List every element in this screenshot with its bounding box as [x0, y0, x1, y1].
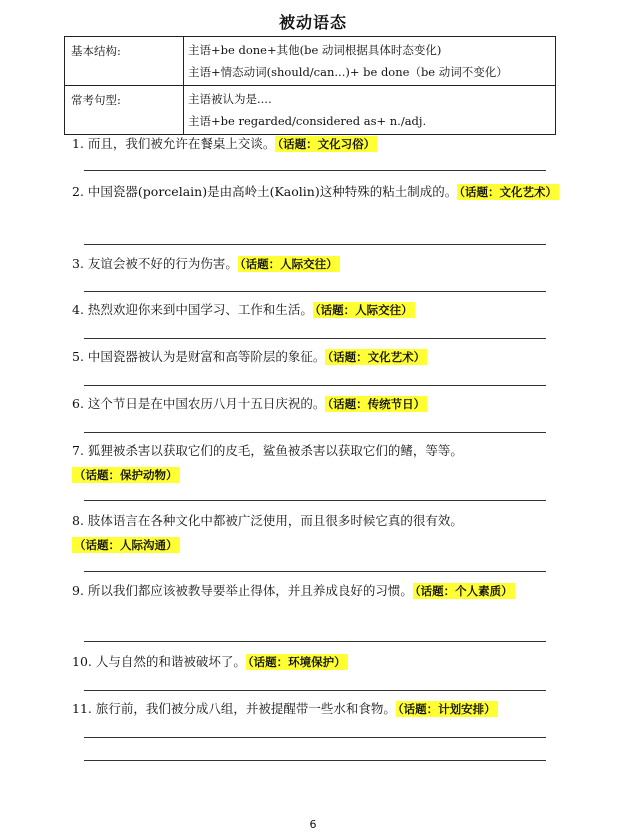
item-number: 11.: [72, 701, 92, 716]
item-number: 7.: [72, 443, 84, 458]
exercise-item-5: [72, 345, 562, 369]
item-text: 而且，我们被允许在餐桌上交谈。: [87, 136, 276, 151]
item-number: 3.: [72, 256, 84, 271]
exercise-item-4: [72, 298, 562, 322]
item-text: 旅行前，我们被分成八组，并被提醒带一些水和食物。: [95, 701, 396, 716]
pattern-label: 常考句型:: [65, 86, 184, 135]
grammar-table: [64, 36, 556, 135]
pattern-line-2: 主语+be regarded/considered as+ n./adj.: [188, 114, 427, 128]
item-text: 人与自然的和谐被破坏了。: [95, 654, 246, 669]
topic-highlight: （话题：文化艺术）: [459, 185, 557, 199]
topic-highlight: （话题：保护动物）: [74, 468, 178, 482]
answer-line[interactable]: [84, 291, 546, 292]
exercise-item-8: [72, 509, 562, 557]
topic-highlight: （话题：传统节日）: [327, 397, 426, 411]
exercise-item-7: [72, 439, 562, 487]
structure-label: 基本结构:: [65, 37, 184, 86]
exercise-item-2: [72, 180, 562, 204]
exercise-item-10: [72, 650, 562, 674]
answer-line[interactable]: [84, 571, 546, 572]
exercise-item-6: [72, 392, 562, 416]
answer-line[interactable]: [84, 690, 546, 691]
item-number: 4.: [72, 302, 84, 317]
item-text: 这个节日是在中国农历八月十五日庆祝的。: [87, 396, 326, 411]
answer-line[interactable]: [84, 432, 546, 433]
answer-line[interactable]: [84, 760, 546, 761]
item-number: 9.: [72, 583, 84, 598]
answer-line[interactable]: [84, 737, 546, 738]
pattern-content: [184, 86, 556, 135]
answer-line[interactable]: [84, 170, 546, 171]
answer-line[interactable]: [84, 244, 546, 245]
topic-highlight: （话题：人际交往）: [314, 303, 413, 317]
topic-highlight: （话题：文化艺术）: [327, 350, 426, 364]
item-number: 1.: [72, 136, 84, 151]
pattern-line-1: 主语被认为是....: [188, 92, 272, 106]
exercise-item-3: [72, 252, 562, 276]
structure-line-1: 主语+be done+其他(be 动词根据具体时态变化): [188, 43, 442, 57]
item-number: 5.: [72, 349, 84, 364]
answer-line[interactable]: [84, 641, 546, 642]
page-title: 被动语态: [278, 13, 347, 32]
item-text: 中国瓷器被认为是财富和高等阶层的象征。: [87, 349, 326, 364]
topic-highlight: （话题：人际交往）: [239, 257, 338, 271]
topic-highlight: （话题：个人素质）: [414, 584, 513, 598]
topic-highlight: （话题：计划安排）: [397, 702, 496, 716]
item-number: 8.: [72, 513, 84, 528]
answer-line[interactable]: [84, 500, 546, 501]
item-text: 热烈欢迎你来到中国学习、工作和生活。: [87, 302, 313, 317]
item-text: 肢体语言在各种文化中都被广泛使用，而且很多时候它真的很有效。: [87, 513, 463, 528]
exercise-item-1: [72, 132, 562, 156]
exercise-item-11: [72, 697, 562, 721]
item-text: 狐狸被杀害以获取它们的皮毛，鲨鱼被杀害以获取它们的鳍，等等。: [87, 443, 463, 458]
answer-line[interactable]: [84, 338, 546, 339]
structure-content: [184, 37, 556, 86]
topic-highlight: （话题：文化习俗）: [277, 137, 376, 151]
item-number: 6.: [72, 396, 84, 411]
page-number: 6: [309, 818, 317, 831]
structure-line-2: 主语+情态动词(should/can...)+ be done（be 动词不变化）: [188, 65, 508, 79]
item-text: 友谊会被不好的行为伤害。: [87, 256, 238, 271]
item-number: 10.: [72, 654, 92, 669]
exercise-item-9: [72, 579, 562, 603]
item-number: 2.: [72, 184, 84, 199]
item-text: 所以我们都应该被教导要举止得体，并且养成良好的习惯。: [87, 583, 413, 598]
structure-row: [65, 37, 556, 86]
item-text: 中国瓷器(porcelain)是由高岭土(Kaolin)这种特殊的粘土制成的。: [87, 184, 458, 199]
topic-highlight: （话题：环境保护）: [247, 655, 346, 669]
pattern-row: [65, 86, 556, 135]
answer-line[interactable]: [84, 385, 546, 386]
topic-highlight: （话题：人际沟通）: [74, 538, 178, 552]
